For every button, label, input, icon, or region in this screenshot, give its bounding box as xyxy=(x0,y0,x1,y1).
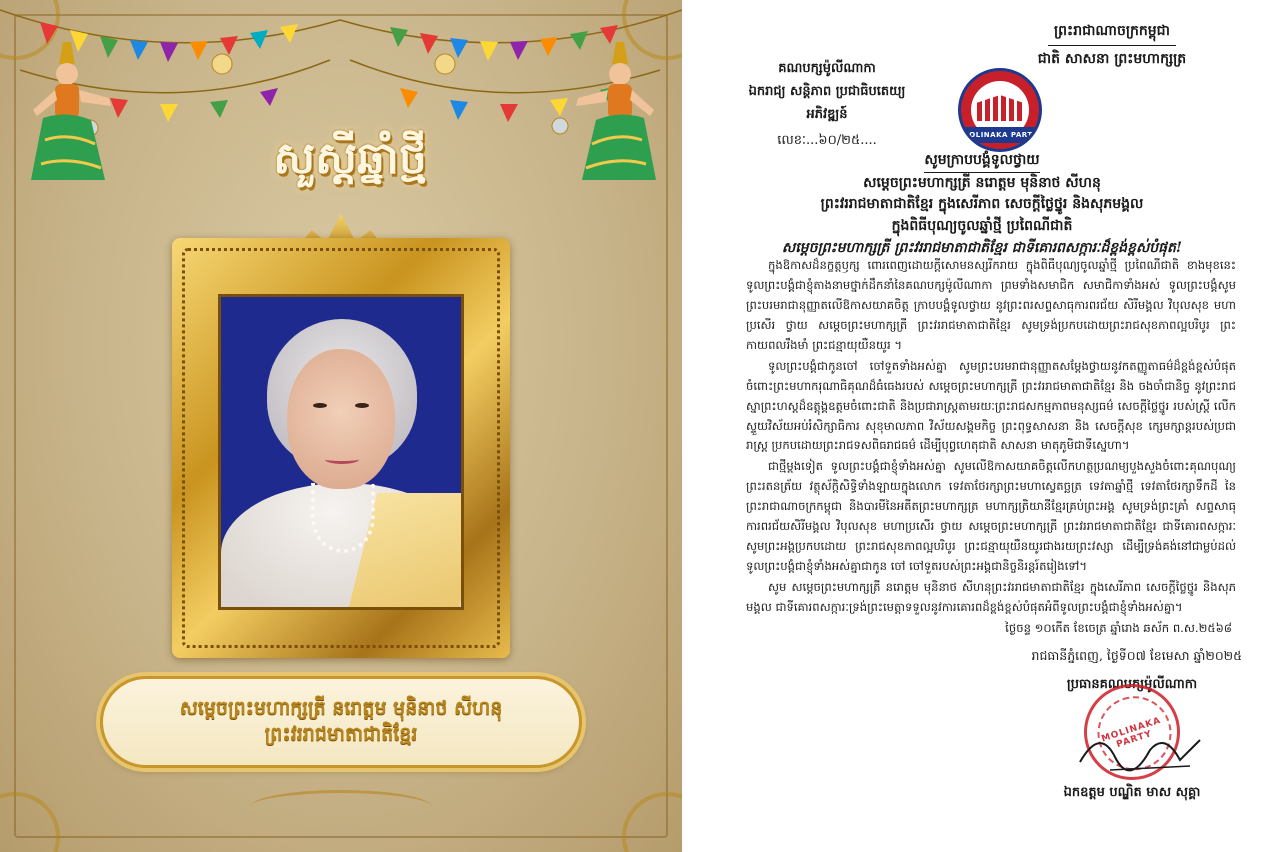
heading-salutation: សូមក្រាបបង្គំទូលថ្វាយ xyxy=(924,150,1039,173)
party-slogan: ឯករាជ្យ សន្តិភាព ប្រជាធិបតេយ្យ xyxy=(748,83,906,99)
party-header xyxy=(702,58,952,153)
logo-band-text: MOLINAKA PARTY xyxy=(961,127,1039,143)
letter-paragraph: ក្នុងឱកាសដ៏នក្ខត្តឫក្ស ពោរពេញដោយក្តីសោមនស្សរីករាយ ក្នុងពិធីបុណ្យចូលឆ្នាំថ្មី ប្រពៃណីជាតិ ខាងមុខនេះ ទូលព្រះបង្គំជាខ្ញុំតាងនាមថ្នាក់ដឹកនាំនៃគណបក្សម៉ូលីណាកា ព្រមទាំងសមាជិក សមាជិកាទាំងអស់ ទូលព្រះបង្គំសូមព្រះបរមរាជានុញ្ញាតលើឱកាសយាគចិត្ត ក្រាបបង្គំទូលថ្វាយ នូវព្រះពរសព្ទសាធុការពរជ័យ សិរីមង្គល វិបុលសុខ មហាប្រសើរ ថ្វាយ សម្តេចព្រះមហាក្សត្រី ព្រះវររាជមាតាជាតិខ្មែរ សូមទ្រង់ប្រកបដោយព្រះរាជសុខភាពល្អបរិបូរ ព្រះកាយពលរឹងមាំ ព្រះជន្មាយុយឺនយូរ ។ xyxy=(746,258,1236,352)
congratulation-letter xyxy=(682,0,1280,852)
lunar-date: ថ្ងៃចន្ទ ១០កើត ខែចេត្រ ឆ្នាំរោង ឆស័ក ព.ស.២៥៦៨ xyxy=(1005,620,1232,635)
queen-mother-portrait xyxy=(218,294,464,610)
portrait-eye xyxy=(355,403,369,408)
letter-body xyxy=(746,256,1236,640)
place-and-date: រាជធានីភ្នំពេញ, ថ្ងៃទី០៧ ខែមេសា ឆ្នាំ២០២៥ xyxy=(1031,648,1242,663)
apsara-dancer-right xyxy=(562,40,662,190)
plaque-title-line: ព្រះវររាជមាតាជាតិខ្មែរ xyxy=(264,723,418,745)
handwritten-signature xyxy=(1070,722,1210,782)
party-logo xyxy=(958,68,1042,152)
seal-text: MOLINAKA PARTY xyxy=(1100,715,1163,751)
kingdom-name: ព្រះរាជាណាចក្រកម្ពុជា xyxy=(1048,18,1176,46)
heading-recipient-title: ព្រះវររាជមាតាជាតិខ្មែរ ក្នុងសេរីភាព សេចក្តីថ្លៃថ្នូរ និងសុភមង្គល xyxy=(820,196,1144,213)
portrait-eye xyxy=(313,403,327,408)
plaque-name-line: សម្តេចព្រះមហាក្សត្រី នរោត្តម មុនិនាថ សីហនុ xyxy=(179,697,503,720)
kingdom-header xyxy=(997,18,1227,72)
signer-name: ឯកឧត្តម បណ្ឌិត មាស សុគ្គា xyxy=(1063,785,1201,800)
letter-heading xyxy=(722,150,1242,259)
party-name: គណបក្សម៉ូលីណាកា xyxy=(778,61,876,76)
letter-paragraph: សូម សម្តេចព្រះមហាក្សត្រី នរោត្តម មុនិនាថ សីហនុព្រះវររាជមាតាជាតិខ្មែរ ក្នុងសេរីភាព សេចក្តីថ្លៃថ្នូរ និងសុភមង្គល ជាទីគោរពសក្ការៈទ្រង់ព្រះមេត្តាទទួលនូវការគោរពដ៏ខ្ពង់ខ្ពស់បំផុតអំពីទូលព្រះបង្គំជាខ្ញុំទាំងអស់គ្នា។ xyxy=(746,580,1236,614)
signer-title: ប្រធានគណបក្សម៉ូលីណាកា xyxy=(1066,677,1198,692)
apsara-dancer-left xyxy=(25,40,125,190)
national-motto: ជាតិ សាសនា ព្រះមហាក្សត្រ xyxy=(1037,50,1187,67)
name-plaque xyxy=(100,676,582,768)
heading-occasion: ក្នុងពិធីបុណ្យចូលឆ្នាំថ្មី ប្រពៃណីជាតិ xyxy=(891,218,1073,235)
heading-recipient: សម្តេចព្រះមហាក្សត្រី នរោត្តម មុនិនាថ សីហនុ xyxy=(863,174,1101,191)
heading-tagline: សម្តេចព្រះមហាក្សត្រី ព្រះវររាជមាតាជាតិខ្មែរ ជាទីគោរពសក្ការៈដ៏ខ្ពង់ខ្ពស់បំផុត! xyxy=(781,239,1183,256)
new-year-title: សួស្តីឆ្នាំថ្មី xyxy=(273,133,427,184)
portrait-smile xyxy=(325,455,359,464)
letter-paragraph: ទូលព្រះបង្គំជាកូនចៅ ចៅទួតទាំងអស់គ្នា សូមព្រះបរមរាជានុញ្ញាតសម្តែងថ្វាយនូវកតញ្ញូតាធម៌ដ៏ខ្ពង់ខ្ពស់បំផុត ចំពោះព្រះមហាករុណាធិគុណដ៏ធំធេងរបស់ សម្តេចព្រះមហាក្សត្រី ព្រះវររាជមាតាជាតិខ្មែរ និង ចងចាំជានិច្ច នូវព្រះរាជស្នាព្រះហស្តដ៏ឧត្តុង្គឧត្តមចំពោះជាតិ និងប្រជារាស្ត្រតាមរយៈព្រះរាជសកម្មភាពមនុស្សធម៌ សេចក្តីថ្លៃថ្នូរ របស់ស្ត្រី លើកស្ទួយវិស័យអប់រំសិក្សាធិការ សុខុមាលភាព វិស័យសង្គមកិច្ច ព្រះពុទ្ធសាសនា និង សេចក្តីសុខ ក្សេមក្សាន្តរបស់ប្រជារាស្ត្រ ប្រកបដោយព្រះរាជទសពិធរាជធម៌ ដើម្បីបុព្វហេតុជាតិ សាសនា មាតុភូមិជាទីស្នេហា។ xyxy=(746,358,1236,453)
reference-number: លេខៈ...៦០/២៥.... xyxy=(777,133,877,149)
party-slogan-2: អភិវឌ្ឍន៍ xyxy=(806,106,848,122)
bottom-ornament xyxy=(250,790,432,824)
letter-paragraph: ជាថ្មីម្តងទៀត ទូលព្រះបង្គំជាខ្ញុំទាំងអស់គ្នា សូមលើឱកាសយាគចិត្តលើកហត្ថប្រណម្យបួងសួងចំពោះគុណបុណ្យ ព្រះរតនត្រ័យ វត្ថុស័ក្តិសិទ្ធិទាំងឡាយក្នុងលោក ទេវតាថែរក្សាព្រះមហាស្វេតច្ឆត្រ ទេវតាឆ្នាំថ្មី ទេវតាថែរក្សាទឹកដី នៃព្រះរាជាណាចក្រកម្ពុជា និងបារមីនៃអតីតព្រះមហាក្សត្រ មហាក្សត្រិយានីខ្មែរគ្រប់ព្រះអង្គ សូមទ្រង់ព្រះគ្រាំ សព្ទសាធុការពរជ័យសិរីមង្គល វិបុលសុខ មហាប្រសើរ ថ្វាយ សម្តេចព្រះមហាក្សត្រី ព្រះវររាជមាតាជាតិខ្មែរ ជាទីគោរពសក្ការៈ សូមព្រះអង្គប្រកបដោយ ព្រះរាជសុខភាពល្អបរិបូរ ព្រះជន្មាយុយឺនយូរជាងរយព្រះវស្សា ដើម្បីទ្រង់គង់នៅជាម្លប់ដល់ទូលព្រះបង្គំជាខ្ញុំទាំងអស់គ្នាជាកូន ចៅ ចៅទួតរបស់ព្រះអង្គជានិច្ចនិរន្តរ៍តរៀងទៅ។ xyxy=(746,459,1236,574)
portrait-face xyxy=(287,349,395,489)
bunting-flags xyxy=(40,22,618,122)
pearl-necklace xyxy=(311,483,375,553)
